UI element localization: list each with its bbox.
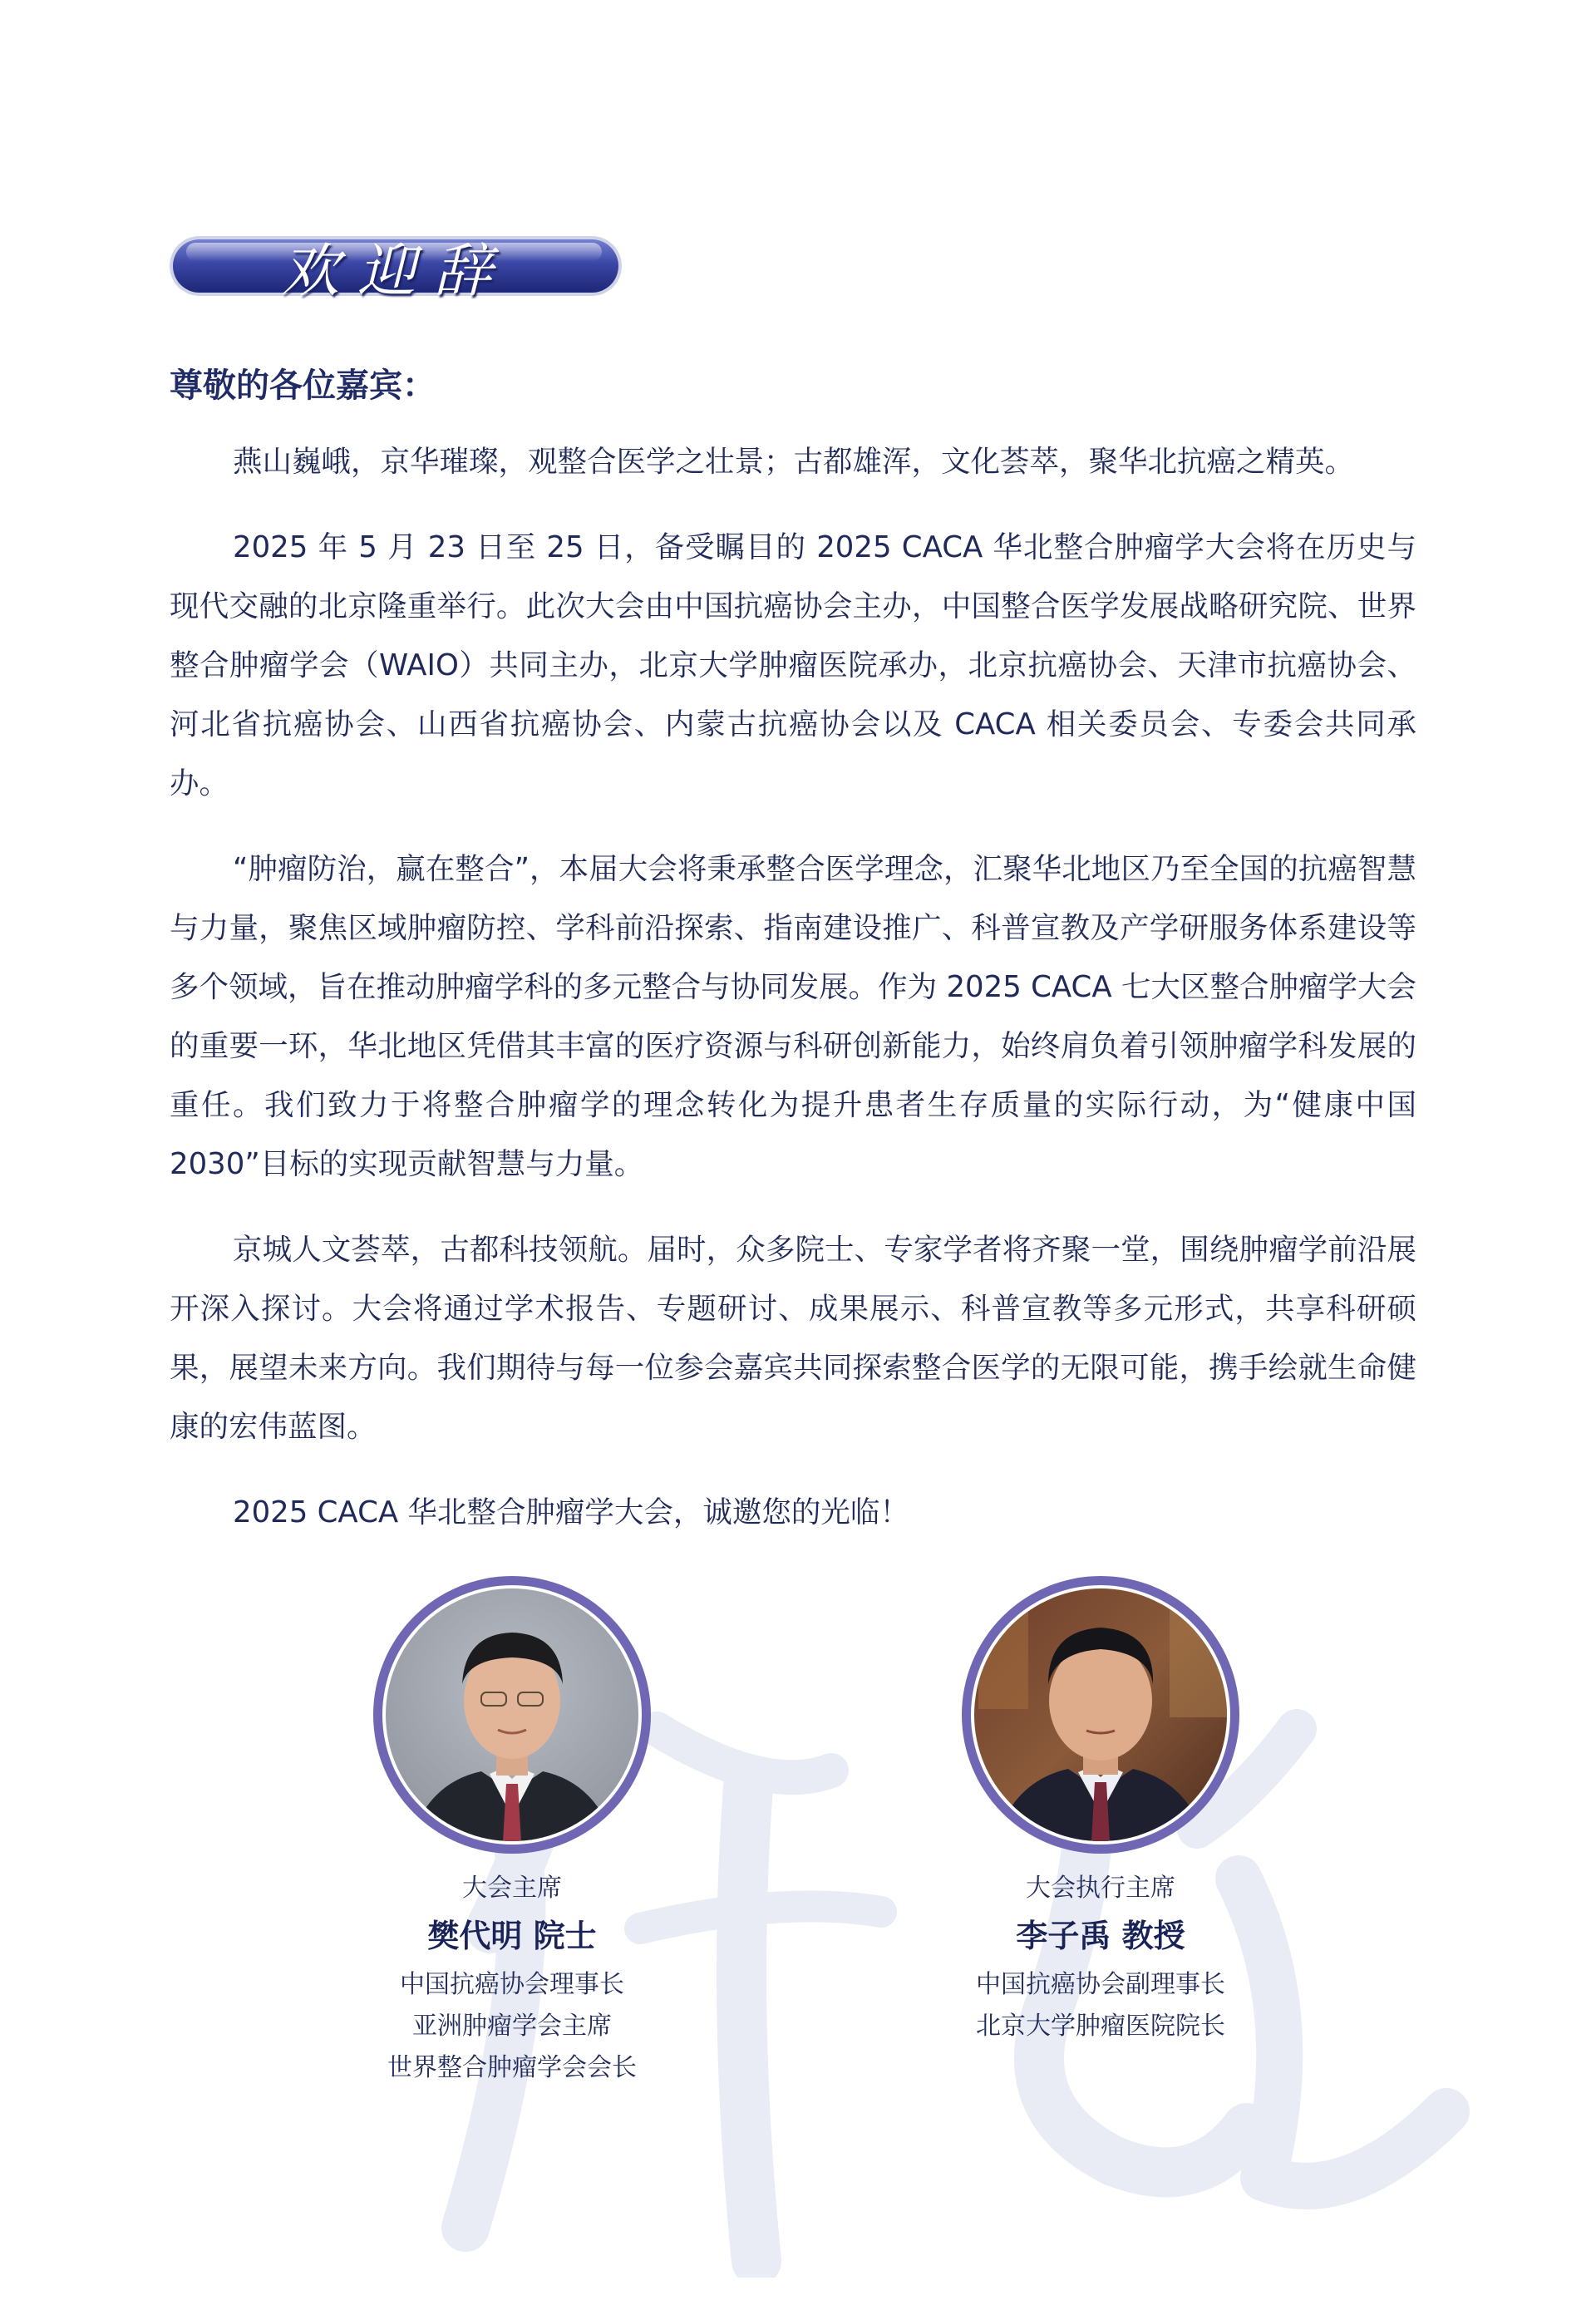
paragraph-event-info: 2025 年 5 月 23 日至 25 日，备受瞩目的 2025 CACA 华北整合肿瘤学大会将在历史与现代交融的北京隆重举行。此次大会由中国抗癌协会主办，中国整合医学发展战略研究院、世界整合肿瘤学会（WAIO）共同主办，北京大学肿瘤医院承办，北京抗癌协会、天津市抗癌协会、河北省抗癌协会、山西省抗癌协会、内蒙古抗癌协会以及 CACA 相关委员会、专委会共同承办。 (170, 530, 1416, 800)
executive-chairman-title-line: 中国抗癌协会副理事长 (976, 1970, 1225, 1999)
executive-chairman-role: 大会执行主席 (1026, 1874, 1175, 1903)
chairman-titles (296, 1964, 728, 2089)
chairman-role: 大会主席 (462, 1874, 562, 1903)
letter-body (170, 432, 1416, 1569)
executive-chairman-name: 李子禹 教授 (1016, 1918, 1185, 1954)
chairman-title-line: 亚洲肿瘤学会主席 (412, 2012, 612, 2041)
executive-chairman-title-line: 北京大学肿瘤医院院长 (976, 2012, 1225, 2041)
paragraph-program: 京城人文荟萃，古都科技领航。届时，众多院士、专家学者将齐聚一堂，围绕肿瘤学前沿展开深入探讨。大会将通过学术报告、专题研讨、成果展示、科普宣教等多元形式，共享科研硕果，展望未来方向。我们期待与每一位参会嘉宾共同探索整合医学的无限可能，携手绘就生命健康的宏伟蓝图。 (170, 1233, 1416, 1444)
chairman-card (296, 1576, 728, 2089)
paragraph-theme: “肿瘤防治，赢在整合”，本届大会将秉承整合医学理念，汇聚华北地区乃至全国的抗癌智慧与力量，聚焦区域肿瘤防控、学科前沿探索、指南建设推广、科普宣教及产学研服务体系建设等多个领域，旨在推动肿瘤学科的多元整合与协同发展。作为 2025 CACA 七大区整合肿瘤学大会的重要一环，华北地区凭借其丰富的医疗资源与科研创新能力，始终肩负着引领肿瘤学科发展的重任。我们致力于将整合肿瘤学的理念转化为提升患者生存质量的实际行动，为“健康中国 2030”目标的实现贡献智慧与力量。 (170, 852, 1416, 1181)
chairman-title-line: 世界整合肿瘤学会会长 (387, 2053, 637, 2082)
executive-chairman-card (884, 1576, 1317, 2047)
paragraph-invitation: 2025 CACA 华北整合肿瘤学大会，诚邀您的光临！ (233, 1495, 909, 1529)
executive-chairman-titles (884, 1964, 1317, 2047)
welcome-banner (165, 226, 627, 306)
chairman-name: 樊代明 院士 (427, 1918, 597, 1954)
banner-title: 欢迎辞 (281, 236, 510, 305)
executive-chairman-portrait (962, 1576, 1239, 1854)
salutation: 尊敬的各位嘉宾： (170, 367, 436, 405)
chairman-portrait (373, 1576, 651, 1854)
chairman-title-line: 中国抗癌协会理事长 (400, 1970, 624, 1999)
paragraph-intro: 燕山巍峨，京华璀璨，观整合医学之壮景；古都雄浑，文化荟萃，聚华北抗癌之精英。 (233, 445, 1355, 479)
